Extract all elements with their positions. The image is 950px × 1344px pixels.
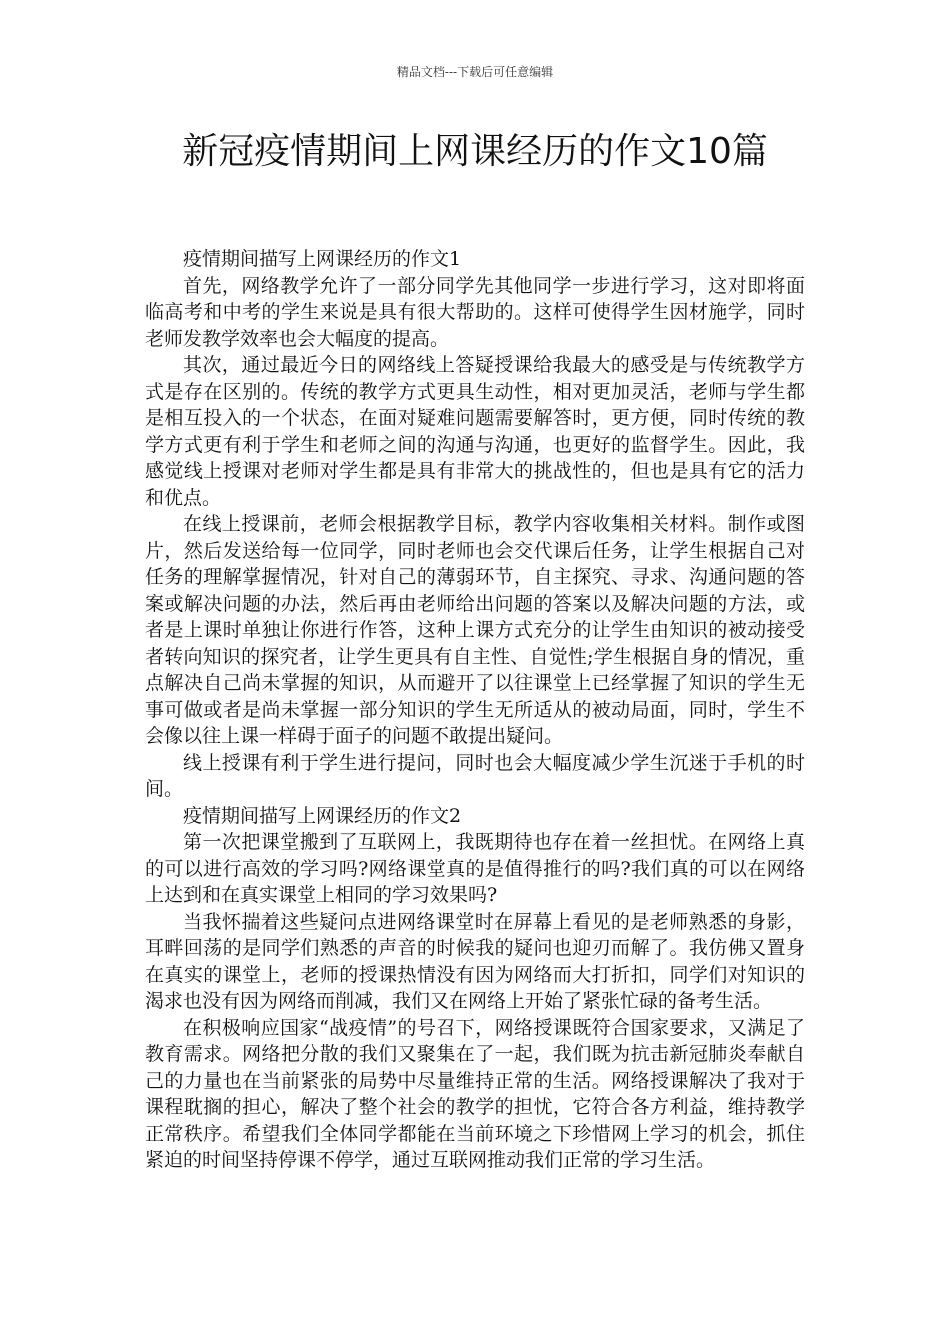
- section-heading-essay-1: 疫情期间描写上网课经历的作文1: [183, 248, 462, 270]
- document-title: 新冠疫情期间上网课经历的作文10篇: [182, 131, 768, 172]
- paragraph: 首先，网络教学允许了一部分同学先其他同学一步进行学习，这对即将面临高考和中考的学生来说是具有很大帮助的。这样可使得学生因材施学，同时老师发教学效率也会大幅度的提高。: [145, 274, 805, 350]
- paragraph: 线上授课有利于学生进行提问，同时也会大幅度减少学生沉迷于手机的时间。: [145, 751, 805, 800]
- paragraph: 当我怀揣着这些疑问点进网络课堂时在屏幕上看见的是老师熟悉的身影，耳畔回荡的是同学们熟悉的声音的时候我的疑问也迎刃而解了。我仿佛又置身在真实的课堂上，老师的授课热情没有因为网络而大打折扣，同学们对知识的渴求也没有因为网络而削减，我们又在网络上开始了紧张忙碌的备考生活。: [145, 910, 805, 1012]
- document-body: [145, 246, 805, 1174]
- paragraph: 第一次把课堂搬到了互联网上，我既期待也存在着一丝担忧。在网络上真的可以进行高效的学习吗?网络课堂真的是值得推行的吗?我们真的可以在网络上达到和在真实课堂上相同的学习效果吗?: [145, 831, 805, 906]
- paragraph: 在线上授课前，老师会根据教学目标，教学内容收集相关材料。制作或图片，然后发送给每一位同学，同时老师也会交代课后任务，让学生根据自己对任务的理解掌握情况，针对自己的薄弱环节，自主探究、寻求、沟通问题的答案或解决问题的办法，然后再由老师给出问题的答案以及解决问题的方法，或者是上课时单独让你进行作答，这种上课方式充分的让学生由知识的被动接受者转向知识的探究者，让学生更具有自主性、自觉性;学生根据自身的情况，重点解决自己尚未掌握的知识，从而避开了以往课堂上已经掌握了知识的学生无事可做或者是尚未掌握一部分知识的学生无所适从的被动局面，同时，学生不会像以往上课一样碍于面子的问题不敢提出疑问。: [145, 513, 805, 747]
- paragraph: 其次，通过最近今日的网络线上答疑授课给我最大的感受是与传统教学方式是存在区别的。传统的教学方式更具生动性，相对更加灵活，老师与学生都是相互投入的一个状态，在面对疑难问题需要解答时，更方便，同时传统的教学方式更有利于学生和老师之间的沟通与沟通，也更好的监督学生。因此，我感觉线上授课对老师对学生都是具有非常大的挑战性的，但也是具有它的活力和优点。: [145, 354, 805, 509]
- paragraph: 在积极响应国家“战疫情”的号召下，网络授课既符合国家要求，又满足了教育需求。网络把分散的我们又聚集在了一起，我们既为抗击新冠肺炎奉献自己的力量也在当前紧张的局势中尽量维持正常的生活。网络授课解决了我对于课程耽搁的担心，解决了整个社会的教学的担忧，它符合各方利益，维持教学正常秩序。希望我们全体同学都能在当前环境之下珍惜网上学习的机会，抓住紧迫的时间坚持停课不停学，通过互联网推动我们正常的学习生活。: [145, 1016, 805, 1171]
- page-header: 精品文档---下载后可任意编辑: [396, 65, 554, 79]
- section-heading-essay-2: 疫情期间描写上网课经历的作文2: [183, 804, 462, 827]
